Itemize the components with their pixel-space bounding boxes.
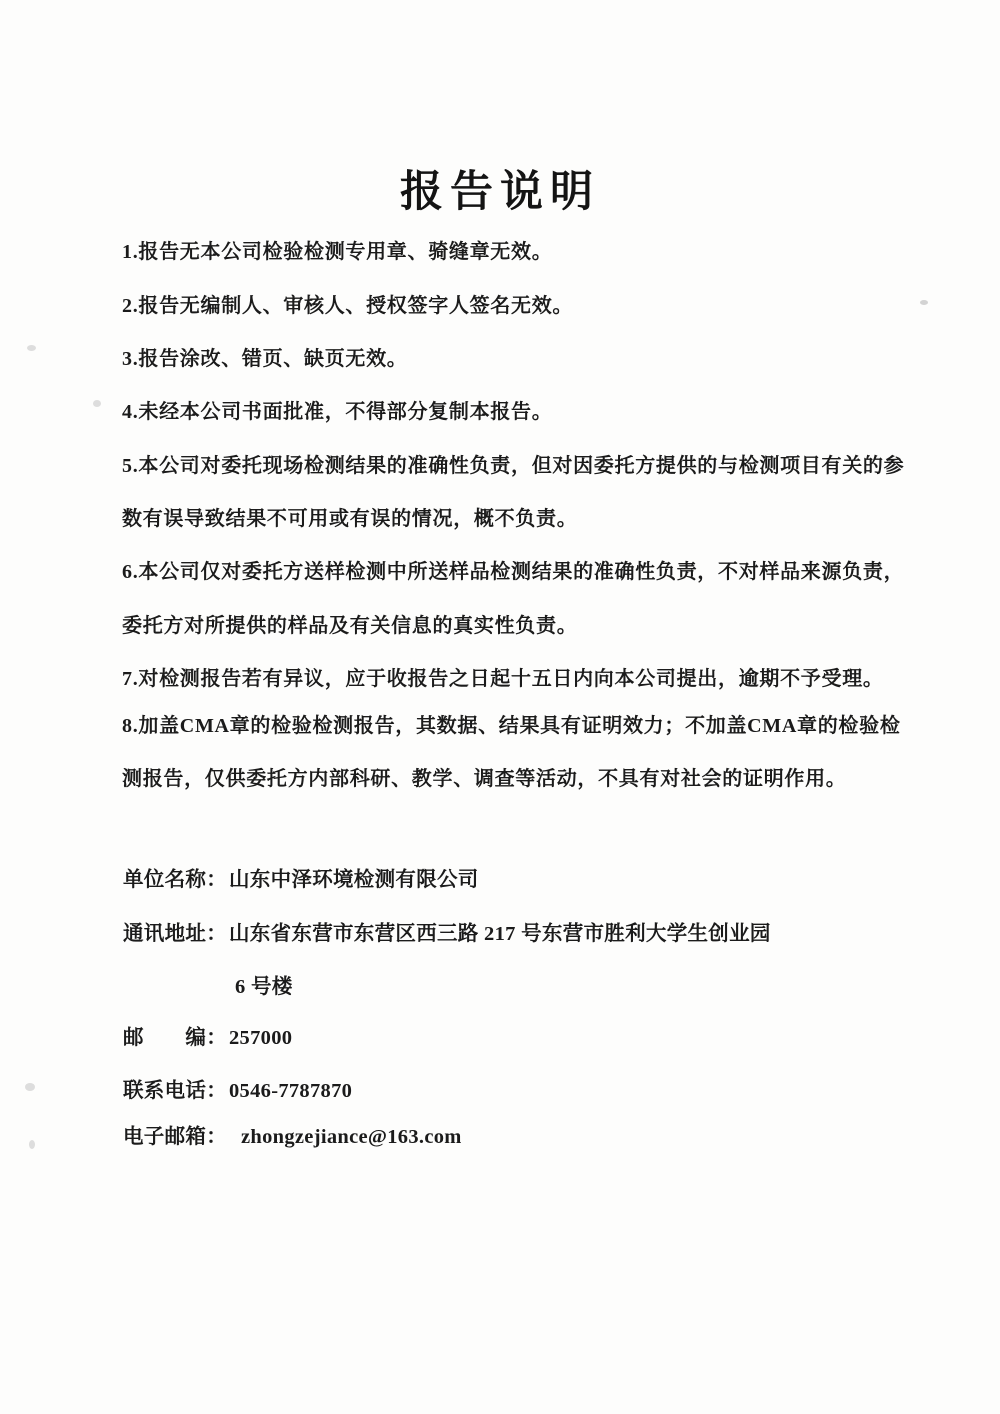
company-name-label: 单位名称：: [123, 869, 227, 891]
postcode-row: [123, 1026, 292, 1051]
postcode-label: 邮 编：: [123, 1027, 227, 1049]
address-row: [123, 922, 771, 947]
address-value: 山东省东营市东营区西三路 217 号东营市胜利大学生创业园: [229, 923, 771, 945]
note-line-8b: 测报告，仅供委托方内部科研、教学、调查等活动，不具有对社会的证明作用。: [122, 768, 847, 790]
note-line-1: 1.报告无本公司检验检测专用章、骑缝章无效。: [122, 241, 553, 263]
note-line-8a: 8.加盖CMA章的检验检测报告，其数据、结果具有证明效力；不加盖CMA章的检验检: [122, 715, 901, 737]
note-line-4: 4.未经本公司书面批准，不得部分复制本报告。: [122, 401, 553, 423]
email-label: 电子邮箱：: [123, 1126, 227, 1148]
address-label: 通讯地址：: [123, 923, 227, 945]
email-value: zhongzejiance@163.com: [241, 1126, 462, 1148]
phone-value: 0546-7787870: [229, 1080, 353, 1102]
scan-speck: [29, 1140, 35, 1149]
address-value-line2: 6 号楼: [235, 976, 293, 998]
scan-speck: [27, 345, 36, 351]
note-line-6b: 委托方对所提供的样品及有关信息的真实性负责。: [122, 615, 578, 637]
postcode-value: 257000: [229, 1027, 293, 1049]
address-row-line2: [233, 975, 293, 1000]
phone-row: [123, 1079, 352, 1104]
page-title: 报告说明: [400, 169, 600, 216]
note-line-5b: 数有误导致结果不可用或有误的情况，概不负责。: [122, 508, 578, 530]
scan-speck: [93, 400, 101, 407]
company-name-value: 山东中泽环境检测有限公司: [229, 869, 479, 891]
scan-speck: [920, 300, 928, 305]
company-name-row: [123, 868, 479, 893]
note-line-2: 2.报告无编制人、审核人、授权签字人签名无效。: [122, 295, 574, 317]
note-line-7: 7.对检测报告若有异议，应于收报告之日起十五日内向本公司提出，逾期不予受理。: [122, 668, 884, 690]
email-row: [123, 1125, 462, 1150]
scan-speck: [25, 1083, 35, 1091]
phone-label: 联系电话：: [123, 1080, 227, 1102]
note-line-6a: 6.本公司仅对委托方送样检测中所送样品检测结果的准确性负责，不对样品来源负责，: [122, 561, 905, 583]
note-line-5a: 5.本公司对委托现场检测结果的准确性负责，但对因委托方提供的与检测项目有关的参: [122, 455, 905, 477]
note-line-3: 3.报告涂改、错页、缺页无效。: [122, 348, 408, 370]
